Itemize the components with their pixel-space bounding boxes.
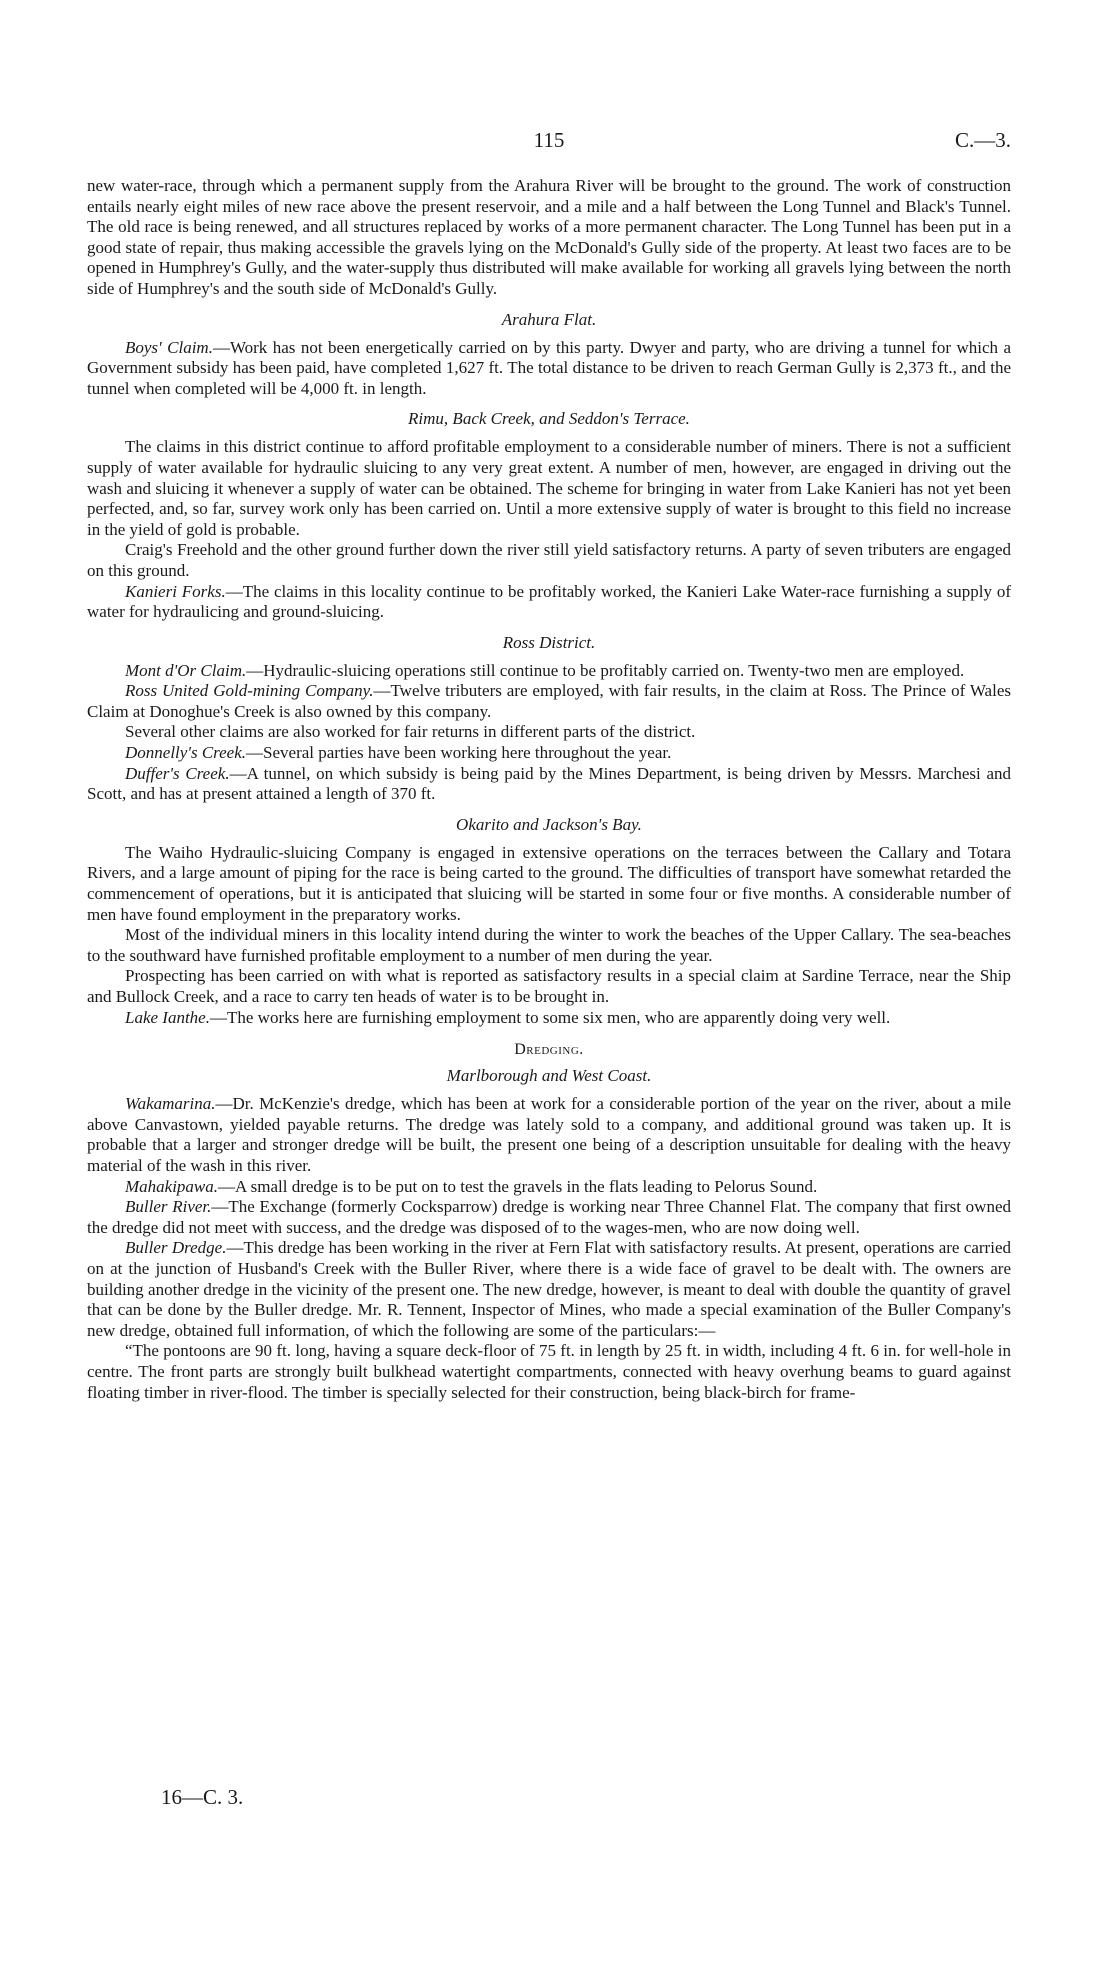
paragraph-lead: Wakamarina. xyxy=(125,1094,216,1114)
page-header xyxy=(87,124,1011,160)
paragraph: “The pontoons are 90 ft. long, having a square deck-floor of 75 ft. in length by 25 ft. in width, including 4 ft. 6 in. for well-hole in centre. The front parts are strongly built bulkhead watertight compartments, connected with heavy overhung beams to guard against floating timber in river-flood. The timber is specially selected for their construction, being black-birch for frame- xyxy=(87,1341,1011,1402)
paragraph xyxy=(87,582,1011,623)
paragraph xyxy=(87,1238,1011,1341)
paragraph-text: —Several parties have been working here throughout the year. xyxy=(246,743,672,763)
paragraph xyxy=(87,338,1011,400)
paragraph xyxy=(87,661,1011,682)
major-heading: Dredging. xyxy=(514,1041,584,1059)
signature-mark: 16—C. 3. xyxy=(161,1785,244,1809)
paragraph-lead: Buller River. xyxy=(125,1197,212,1217)
paragraph-lead: Buller Dredge. xyxy=(125,1238,227,1258)
paragraph-text: —This dredge has been working in the river at Fern Flat with satisfactory results. At present, operations are carried on at the junction of Husband's Creek with the Buller River, where there is a wide face of gravel to be dealt with. The owners are building another dredge in the vicinity of the present one. The new dredge, however, is meant to deal with double the quantity of gravel that can be done by the Buller dredge. Mr. R. Tennent, Inspector of Mines, who made a special examination of the Buller Company's new dredge, obtained full information, of which the following are some of the particulars:— xyxy=(87,1238,1011,1340)
paragraph-lead: Mont d'Or Claim. xyxy=(125,660,247,680)
paragraph-lead: Duffer's Creek. xyxy=(125,763,230,783)
paragraph xyxy=(87,681,1011,722)
section-heading: Marlborough and West Coast. xyxy=(446,1066,652,1086)
paragraph-lead: Ross United Gold-mining Company. xyxy=(125,681,374,701)
paragraph-text: —Work has not been energetically carried on by this party. Dwyer and party, who are driving a tunnel for which a Government subsidy has been paid, have completed 1,627 ft. The total distance to be driven to reach German Gully is 2,373 ft., and the tunnel when completed will be 4,000 ft. in length. xyxy=(87,337,1011,398)
paragraph xyxy=(87,1197,1011,1238)
paragraph-text: —The Exchange (formerly Cocksparrow) dredge is working near Three Channel Flat. The company that first owned the dredge did not meet with success, and the dredge was disposed of to the wages-men, who are now doing well. xyxy=(87,1197,1011,1237)
section-heading: Rimu, Back Creek, and Seddon's Terrace. xyxy=(408,409,690,429)
paragraph: Several other claims are also worked for fair returns in different parts of the district. xyxy=(125,722,696,742)
paragraph-lead: Lake Ianthe. xyxy=(125,1007,210,1027)
paragraph: The claims in this district continue to afford profitable employment to a considerable number of miners. There is not a sufficient supply of water available for hydraulic sluicing to any very great extent. A number of men, however, are engaged in driving out the wash and sluicing it whenever a supply of water can be obtained. The scheme for bringing in water from Lake Kanieri has not yet been perfected, and, so far, survey work only has been carried on. Until a more extensive supply of water is brought to this field no increase in the yield of gold is probable. xyxy=(87,437,1011,539)
paper-reference: C.—3. xyxy=(954,128,1011,152)
section-heading: Arahura Flat. xyxy=(501,309,597,329)
page-number: 115 xyxy=(533,128,565,152)
document-body xyxy=(87,176,1011,1403)
section-heading: Ross District. xyxy=(502,632,596,652)
paragraph: Most of the individual miners in this locality intend during the winter to work the beaches of the Upper Callary. The sea-beaches to the southward have furnished profitable employment to a number of men during the year. xyxy=(87,925,1011,965)
paragraph-text: —Hydraulic-sluicing operations still continue to be profitably carried on. Twenty-two men are employed. xyxy=(246,660,965,680)
section-heading: Okarito and Jackson's Bay. xyxy=(456,814,642,834)
paragraph-lead: Kanieri Forks. xyxy=(125,581,226,601)
paragraph-text: —A tunnel, on which subsidy is being paid by the Mines Department, is being driven by Messrs. Marchesi and Scott, and has at present attained a length of 370 ft. xyxy=(87,763,1011,804)
paragraph-text: —A small dredge is to be put on to test the gravels in the flats leading to Pelorus Sound. xyxy=(218,1176,818,1196)
paragraph xyxy=(87,743,1011,764)
paragraph-text: —Dr. McKenzie's dredge, which has been at work for a considerable portion of the year on the river, about a mile above Canvastown, yielded payable returns. The dredge was lately sold to a company, and additional ground was taken up. It is probable that a larger and stronger dredge will be built, the present one being of a description unsuitable for dealing with the heavy material of the wash in this river. xyxy=(87,1094,1011,1175)
paragraph-text: —The claims in this locality continue to be profitably worked, the Kanieri Lake Water-race furnishing a supply of water for hydraulicing and ground-sluicing. xyxy=(87,581,1011,622)
paragraph: Prospecting has been carried on with what is reported as satisfactory results in a special claim at Sardine Terrace, near the Ship and Bullock Creek, and a race to carry ten heads of water is to be brought in. xyxy=(87,966,1011,1006)
paragraph-text: —The works here are furnishing employment to some six men, who are apparently doing very well. xyxy=(209,1007,891,1027)
paragraph xyxy=(87,1177,1011,1198)
paragraph-text: —Twelve tributers are employed, with fair results, in the claim at Ross. The Prince of Wales Claim at Donoghue's Creek is also owned by this company. xyxy=(87,681,1011,721)
paragraph: Craig's Freehold and the other ground further down the river still yield satisfactory returns. A party of seven tributers are engaged on this ground. xyxy=(87,540,1011,580)
paragraph-lead: Donnelly's Creek. xyxy=(125,743,247,763)
paragraph: The Waiho Hydraulic-sluicing Company is engaged in extensive operations on the terraces between the Callary and Totara Rivers, and a large amount of piping for the race is being carted to the ground. The difficulties of transport have somewhat retarded the commencement of operations, but it is anticipated that sluicing will be started in some four or five months. A considerable number of men have found employment in the preparatory works. xyxy=(87,842,1011,924)
paragraph: new water-race, through which a permanent supply from the Arahura River will be brought to the ground. The work of construction entails nearly eight miles of new race above the present reservoir, and a mile and a half between the Long Tunnel and Black's Tunnel. The old race is being renewed, and all structures replaced by works of a more permanent character. The Long Tunnel has been put in a good state of repair, thus making accessible the gravels lying on the McDonald's Gully side of the property. At least two faces are to be opened in Humphrey's Gully, and the water-supply thus distributed will make available for working all gravels lying between the north side of Humphrey's and the south side of McDonald's Gully. xyxy=(87,176,1011,298)
paragraph xyxy=(87,764,1011,805)
paragraph xyxy=(87,1008,1011,1029)
paragraph xyxy=(87,1094,1011,1176)
paragraph-lead: Mahakipawa. xyxy=(125,1176,219,1196)
paragraph-lead: Boys' Claim. xyxy=(125,337,213,357)
